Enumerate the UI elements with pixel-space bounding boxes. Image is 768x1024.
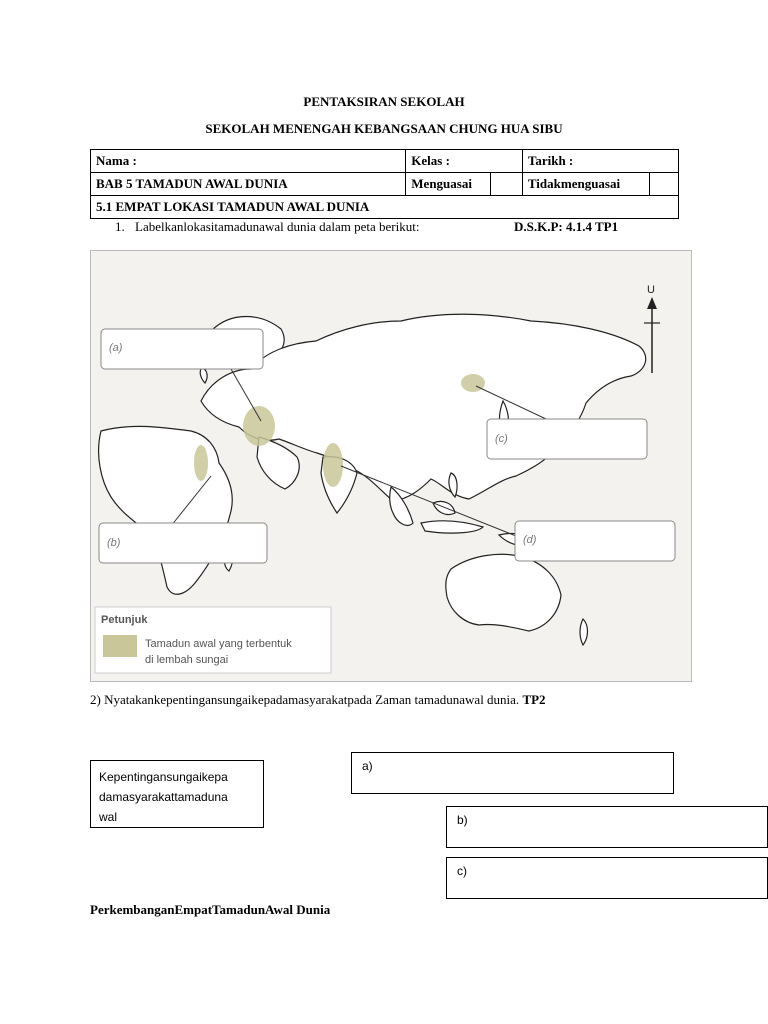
answer-box-c[interactable] <box>446 857 768 899</box>
label-a-text: (a) <box>109 342 123 354</box>
label-box-a <box>101 329 263 369</box>
tarikh-cell[interactable]: Tarikh : <box>522 150 678 173</box>
section-title: PerkembanganEmpatTamadunAwal Dunia <box>90 902 331 917</box>
africa <box>99 426 233 594</box>
britain <box>200 369 207 383</box>
legend-line-2: di lembah sungai <box>145 654 229 666</box>
label-box-c <box>487 419 647 459</box>
kelas-cell[interactable]: Kelas : <box>406 150 523 173</box>
nile-valley <box>194 445 208 481</box>
label-box-d <box>515 521 675 561</box>
indonesia-2 <box>433 501 455 514</box>
huang-he-valley <box>461 374 485 392</box>
source-line-3: wal <box>99 810 118 824</box>
question-1-text: Labelkanlokasitamadunawal dunia dalam peta berikut: <box>135 219 420 234</box>
subtopic-cell: 5.1 EMPAT LOKASI TAMADUN AWAL DUNIA <box>91 196 679 219</box>
legend-swatch <box>103 635 137 657</box>
north-arrow-head-icon <box>647 297 657 309</box>
question-2-text: 2) Nyatakankepentingansungaikepadamasyarakatpada Zaman tamadunawal dunia. <box>90 692 523 707</box>
menguasai-label: Menguasai <box>406 173 491 196</box>
mesopotamia-valley <box>243 406 275 446</box>
tidak-menguasai-checkbox[interactable] <box>649 173 678 196</box>
australia <box>446 554 561 631</box>
label-box-b <box>99 523 267 563</box>
tidak-menguasai-label: Tidakmenguasai <box>522 173 649 196</box>
legend-title: Petunjuk <box>101 614 148 626</box>
new-zealand <box>580 619 588 645</box>
world-map <box>90 250 692 682</box>
answer-label-b: b) <box>457 813 468 827</box>
school-name: SEKOLAH MENENGAH KEBANGSAAN CHUNG HUA SIBU <box>205 121 563 136</box>
indus-valley <box>323 443 343 487</box>
question-1-number: 1. <box>115 219 125 234</box>
label-b-text: (b) <box>107 537 121 549</box>
north-label: U <box>647 284 655 296</box>
legend <box>95 607 331 673</box>
answer-box-a[interactable] <box>351 752 674 794</box>
world-map-drawing <box>91 251 691 681</box>
nama-cell[interactable]: Nama : <box>91 150 406 173</box>
answer-label-a: a) <box>362 759 373 773</box>
dskp-standard: D.S.K.P: 4.1.4 TP1 <box>514 219 619 234</box>
question-2-tp: TP2 <box>522 692 546 707</box>
source-box <box>90 760 264 828</box>
info-table <box>90 149 679 219</box>
source-line-1: Kepentingansungaikepa <box>99 770 228 784</box>
answer-label-c: c) <box>457 864 467 878</box>
legend-line-1: Tamadun awal yang terbentuk <box>145 638 292 650</box>
bab-cell: BAB 5 TAMADUN AWAL DUNIA <box>91 173 406 196</box>
answer-box-b[interactable] <box>446 806 768 848</box>
question-2 <box>90 692 546 708</box>
north-arrow <box>644 284 660 373</box>
menguasai-checkbox[interactable] <box>491 173 522 196</box>
label-d-text: (d) <box>523 534 537 546</box>
page-title: PENTAKSIRAN SEKOLAH <box>303 94 465 109</box>
label-c-text: (c) <box>495 433 508 445</box>
indonesia-1 <box>421 521 483 533</box>
source-line-2: damasyarakattamaduna <box>99 790 228 804</box>
